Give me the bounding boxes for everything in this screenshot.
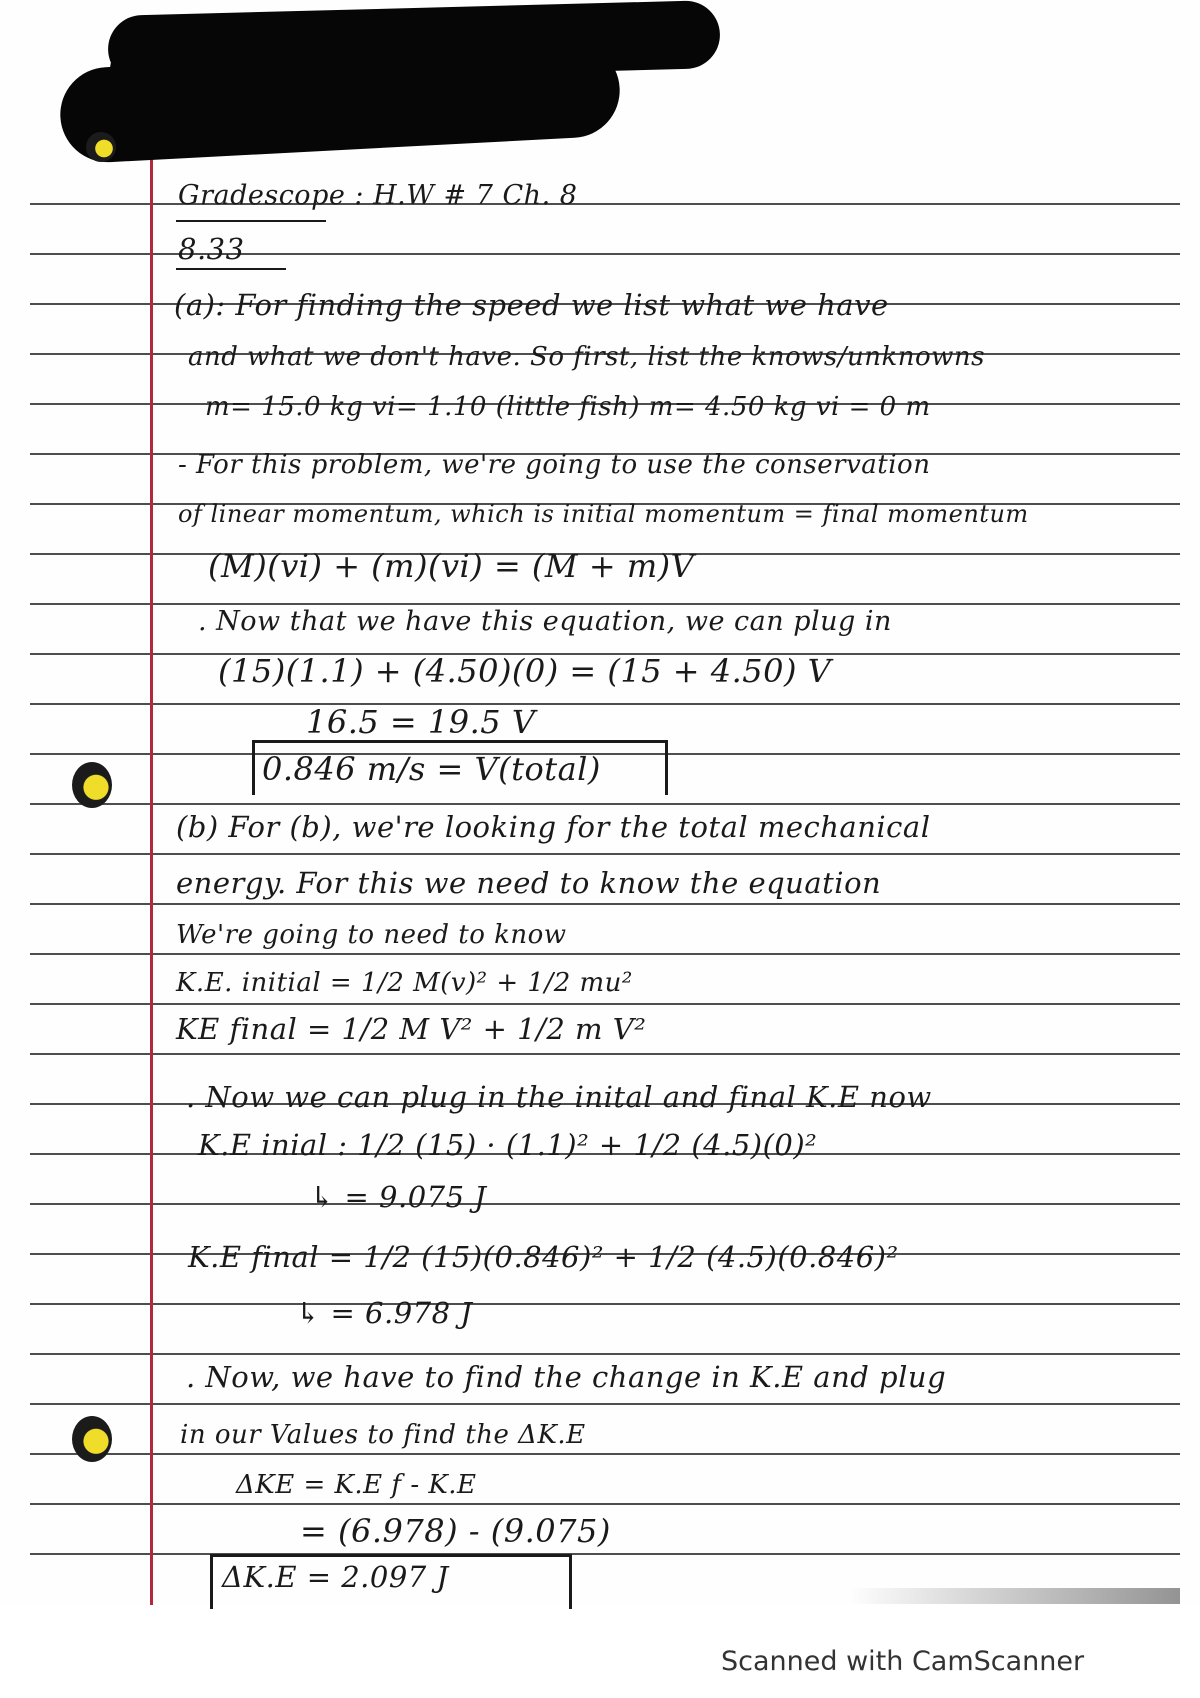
header-underline	[176, 220, 326, 222]
ruled-line	[30, 703, 1180, 705]
page-edge-shadow	[850, 1588, 1180, 1604]
note-line: in our Values to find the ΔK.E	[180, 1420, 586, 1450]
equation-line: K.E inial : 1/2 (15) · (1.1)² + 1/2 (4.5)(0)²	[198, 1128, 818, 1162]
ruled-line	[30, 803, 1180, 805]
ruled-line	[30, 1203, 1180, 1205]
ruled-line	[30, 1503, 1180, 1505]
binder-hole	[72, 1416, 112, 1462]
note-line: - For this problem, we're going to use the conservation	[178, 450, 931, 480]
equation-line: 16.5 = 19.5 V	[306, 703, 536, 741]
binder-hole	[86, 132, 116, 162]
note-line: (b) For (b), we're looking for the total mechanical	[176, 810, 931, 844]
page-header: Gradescope : H.W # 7 Ch. 8	[178, 180, 578, 211]
equation-line: ↳ = 6.978 J	[296, 1296, 473, 1330]
note-line: . Now that we have this equation, we can plug in	[198, 606, 892, 637]
scanner-watermark: Scanned with CamScanner	[721, 1646, 1085, 1677]
equation-line: K.E. initial = 1/2 M(v)² + 1/2 mu²	[176, 968, 633, 998]
ruled-line	[30, 603, 1180, 605]
note-line: and what we don't have. So first, list the knows/unknowns	[188, 342, 985, 372]
equation-line: ΔKE = K.E f - K.E	[236, 1470, 477, 1500]
problem-underline	[176, 268, 286, 270]
equation-line: = (6.978) - (9.075)	[300, 1512, 611, 1550]
note-line: energy. For this we need to know the equation	[176, 866, 882, 900]
note-line: of linear momentum, which is initial momentum = final momentum	[178, 500, 1029, 528]
equation-line: K.E final = 1/2 (15)(0.846)² + 1/2 (4.5)(0.846)²	[188, 1240, 899, 1274]
ruled-line	[30, 1553, 1180, 1555]
ruled-line	[30, 1003, 1180, 1005]
ruled-line	[30, 1053, 1180, 1055]
redaction-mark	[110, 40, 440, 100]
ruled-line	[30, 1353, 1180, 1355]
answer-b: ΔK.E = 2.097 J	[222, 1560, 449, 1594]
margin-line	[150, 120, 153, 1605]
note-line: We're going to need to know	[176, 920, 567, 950]
ruled-line	[30, 953, 1180, 955]
ruled-line	[30, 1403, 1180, 1405]
binder-hole	[72, 762, 112, 808]
equation-line: KE final = 1/2 M V² + 1/2 m V²	[176, 1012, 647, 1046]
note-line: . Now we can plug in the inital and final K.E now	[186, 1080, 932, 1114]
equation-line: ↳ = 9.075 J	[310, 1180, 487, 1214]
ruled-line	[30, 1303, 1180, 1305]
equation-line: (15)(1.1) + (4.50)(0) = (15 + 4.50) V	[218, 652, 832, 690]
equation-line: (M)(vi) + (m)(vi) = (M + m)V	[208, 547, 695, 585]
answer-a: 0.846 m/s = V(total)	[262, 750, 601, 788]
ruled-line	[30, 903, 1180, 905]
ruled-line	[30, 853, 1180, 855]
note-line: m= 15.0 kg vi= 1.10 (little fish) m= 4.50 kg vi = 0 m	[205, 392, 931, 422]
ruled-line	[30, 1453, 1180, 1455]
note-line: (a): For finding the speed we list what we have	[174, 288, 889, 322]
problem-number: 8.33	[178, 232, 245, 266]
note-line: . Now, we have to find the change in K.E and plug	[186, 1360, 947, 1394]
